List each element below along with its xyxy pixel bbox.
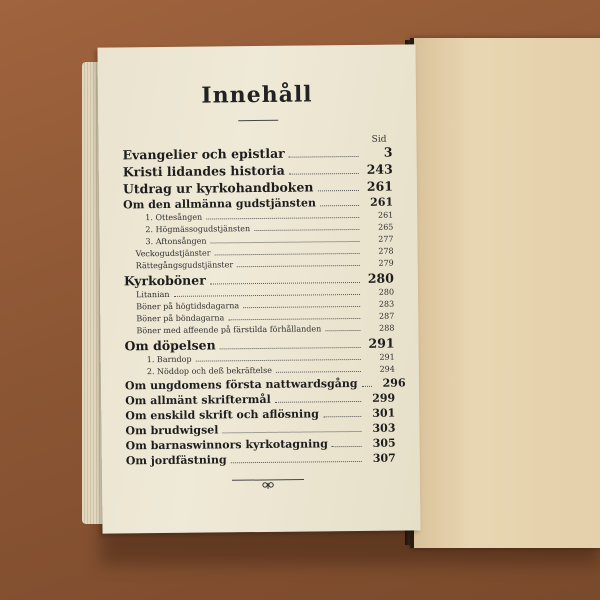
dot-leader bbox=[174, 294, 361, 297]
toc-entry-page: 243 bbox=[366, 161, 393, 177]
toc-entry-title: Om allmänt skriftermål bbox=[125, 392, 271, 408]
toc-entry-title: Om döpelsen bbox=[124, 337, 216, 354]
toc-entry-page: 283 bbox=[378, 299, 395, 309]
title-rule bbox=[238, 120, 278, 121]
dot-leader bbox=[332, 446, 362, 447]
toc-entry-page: 279 bbox=[378, 258, 394, 268]
ornament-icon bbox=[232, 476, 304, 491]
toc-entry-title: Kyrkoböner bbox=[123, 272, 206, 289]
toc-entry-page: 301 bbox=[372, 406, 396, 420]
toc-entry-page: 261 bbox=[366, 178, 394, 194]
toc-entry-page: 3 bbox=[383, 144, 393, 160]
toc-entry-title: Evangelier och epistlar bbox=[122, 145, 285, 163]
toc-entry-title: Böner med affeende på färstilda förhållanden bbox=[136, 324, 322, 336]
toc-entry-title: Böner på högtidsdagarna bbox=[136, 301, 240, 312]
toc-entry-page: 277 bbox=[378, 234, 394, 244]
toc-entry-title: 2. Nöddop och deß bekräftelse bbox=[146, 365, 272, 377]
toc-entry-page: 278 bbox=[378, 246, 394, 256]
toc-entry-page: 287 bbox=[378, 311, 395, 321]
dot-leader bbox=[254, 229, 359, 231]
dot-leader bbox=[237, 265, 360, 267]
toc-entry-page: 305 bbox=[372, 436, 396, 450]
toc-entry-title: Om jordfästning bbox=[125, 453, 227, 468]
dot-leader bbox=[289, 156, 359, 158]
dot-leader bbox=[243, 306, 360, 308]
toc-entry-title: 2. Högmässogudstjänsten bbox=[145, 224, 251, 235]
toc-entry-page: 280 bbox=[378, 287, 395, 297]
toc-entry-page: 296 bbox=[382, 376, 406, 390]
toc-entry-page: 291 bbox=[379, 352, 395, 362]
toc-entry-title: Om enskild skrift och aflösning bbox=[125, 407, 319, 423]
toc-entry-page: 291 bbox=[368, 335, 395, 351]
toc-entry-title: 1. Barndop bbox=[146, 354, 192, 365]
dot-leader bbox=[220, 347, 361, 349]
toc-entry-page: 288 bbox=[379, 323, 395, 333]
toc-entry-title: Böner på böndagarna bbox=[136, 313, 225, 324]
toc-entry-page: 280 bbox=[367, 270, 394, 286]
dot-leader bbox=[196, 359, 361, 362]
dot-leader bbox=[323, 416, 361, 417]
toc-entry-title: Om barnaswinnors kyrkotagning bbox=[125, 437, 329, 453]
toc-entry-title: Om ungdomens första nattwardsgång bbox=[124, 376, 358, 393]
toc-entry-page: 294 bbox=[379, 364, 395, 374]
toc-entry-title: Om brudwigsel bbox=[125, 423, 219, 438]
dot-leader bbox=[211, 241, 360, 244]
toc-entry-title: Utdrag ur kyrkohandboken bbox=[122, 179, 314, 197]
dot-leader bbox=[222, 431, 361, 433]
toc-entry-title: Rättegångsgudstjänster bbox=[135, 260, 234, 271]
page-title: Innehåll bbox=[201, 81, 313, 109]
table-of-contents bbox=[122, 144, 406, 470]
dot-leader bbox=[289, 173, 359, 175]
toc-entry-page: 261 bbox=[377, 210, 394, 220]
dot-leader bbox=[231, 461, 362, 463]
dot-leader bbox=[215, 253, 360, 256]
toc-entry-page: 299 bbox=[372, 391, 396, 405]
toc-entry-title: 3. Aftonsången bbox=[145, 236, 207, 247]
toc-entry-title: Litanian bbox=[136, 289, 170, 300]
toc-entry-page: 265 bbox=[378, 222, 394, 232]
toc-entry-page: 261 bbox=[370, 195, 394, 209]
contents-page bbox=[97, 44, 420, 533]
dot-leader bbox=[276, 371, 361, 373]
dot-leader bbox=[275, 401, 361, 403]
dot-leader bbox=[210, 282, 360, 285]
toc-entry bbox=[126, 452, 396, 470]
dot-leader bbox=[325, 330, 360, 331]
toc-entry-title: Veckogudstjänster bbox=[135, 248, 211, 259]
toc-entry-title: Om den allmänna gudstjänsten bbox=[123, 196, 316, 212]
toc-entry-title: 1. Ottesången bbox=[145, 212, 203, 223]
dot-leader bbox=[362, 386, 372, 387]
toc-entry-page: 303 bbox=[372, 421, 396, 435]
toc-entry-title: Kristi lidandes historia bbox=[122, 162, 285, 180]
right-blank-page bbox=[410, 38, 600, 548]
dot-leader bbox=[320, 205, 359, 206]
dot-leader bbox=[318, 190, 359, 191]
toc-entry-page: 307 bbox=[372, 451, 396, 465]
dot-leader bbox=[206, 217, 359, 220]
dot-leader bbox=[228, 318, 360, 320]
page-column-label: Sid bbox=[371, 134, 387, 145]
